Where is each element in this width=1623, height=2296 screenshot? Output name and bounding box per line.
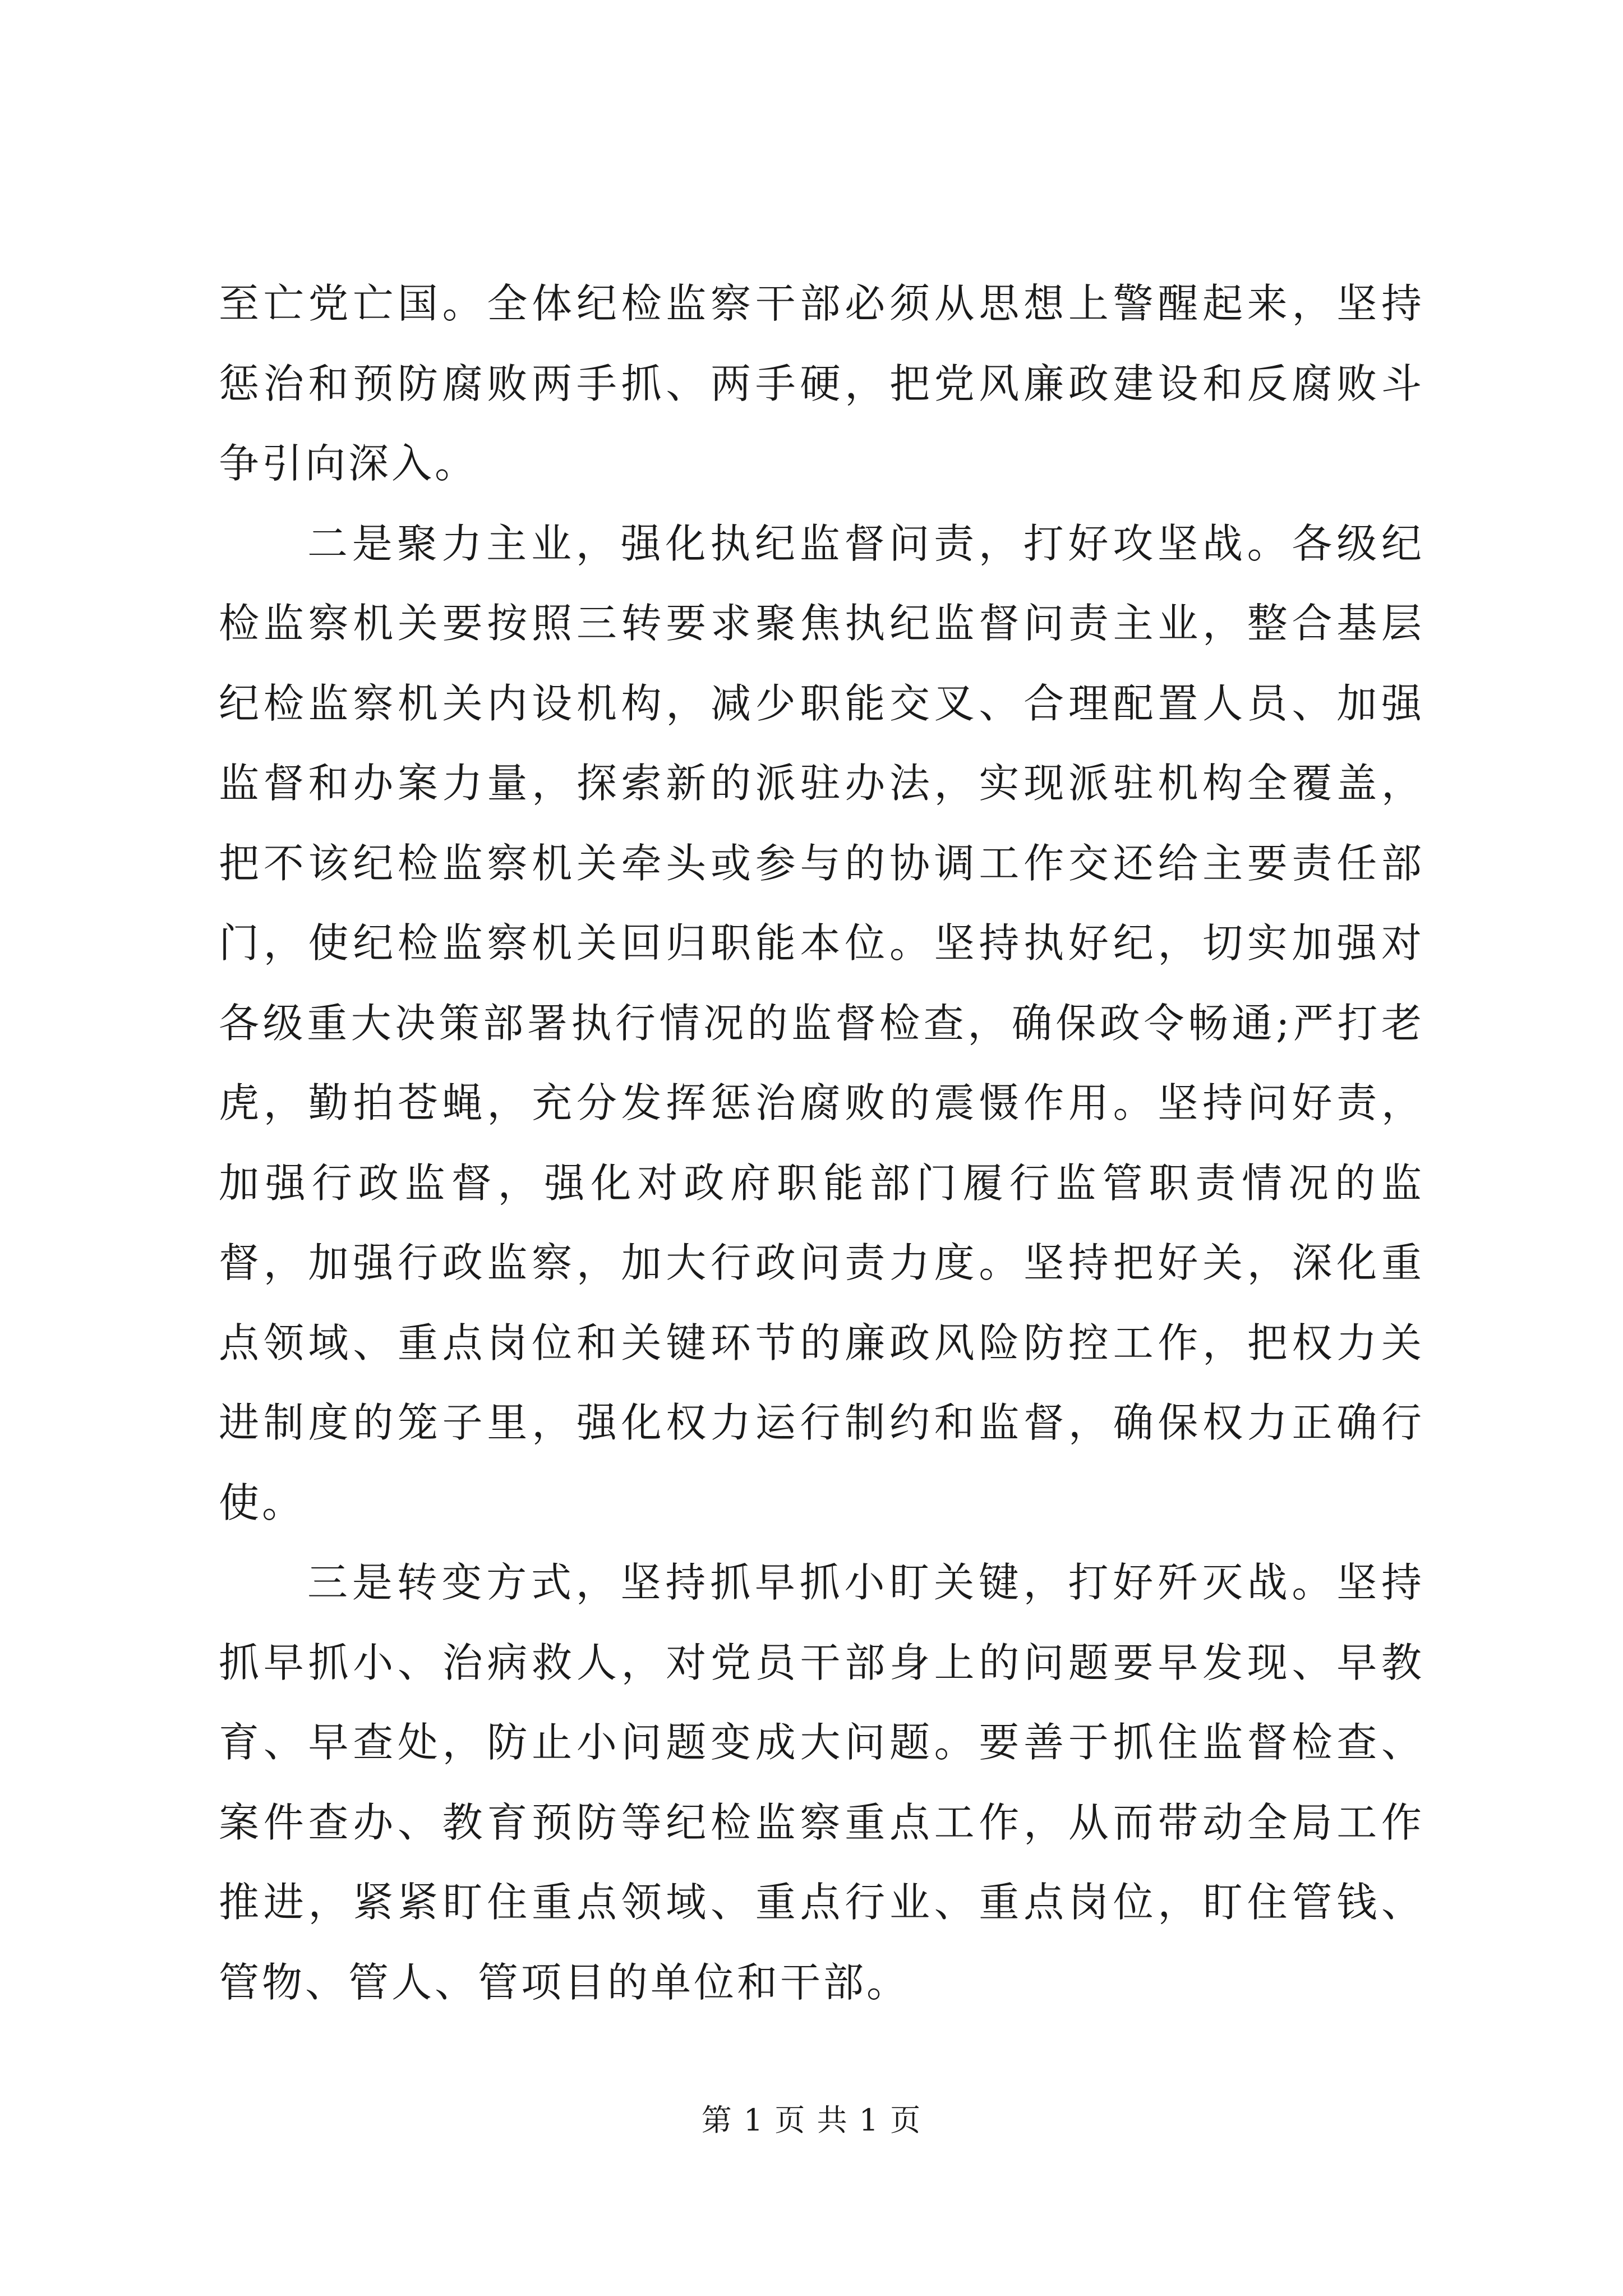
paragraph-point-three: 三是转变方式，坚持抓早抓小盯关键，打好歼灭战。坚持抓早抓小、治病救人，对党员干部身上的问题要早发现、早教育、早查处，防止小问题变成大问题。要善于抓住监督检查、案件查办、教育预防等纪检监察重点工作，从而带动全局工作推进，紧紧盯住重点领域、重点行业、重点岗位，盯住管钱、管物、管人、管项目的单位和干部。 — [219, 1559, 1424, 2006]
document-body — [219, 264, 1424, 2022]
page-footer: 第 1 页 共 1 页 — [701, 2102, 922, 2138]
paragraph-point-two: 二是聚力主业，强化执纪监督问责，打好攻坚战。各级纪检监察机关要按照三转要求聚焦执纪监督问责主业，整合基层纪检监察机关内设机构，减少职能交叉、合理配置人员、加强监督和办案力量，探索新的派驻办法，实现派驻机构全覆盖，把不该纪检监察机关牵头或参与的协调工作交还给主要责任部门，使纪检监察机关回归职能本位。坚持执好纪，切实加强对各级重大决策部署执行情况的监督检查，确保政令畅通;严打老虎，勤拍苍蝇，充分发挥惩治腐败的震慑作用。坚持问好责，加强行政监督，强化对政府职能部门履行监管职责情况的监督，加强行政监察，加大行政问责力度。坚持把好关，深化重点领域、重点岗位和关键环节的廉政风险防控工作，把权力关进制度的笼子里，强化权力运行制约和监督，确保权力正确行使。 — [219, 519, 1424, 1526]
paragraph-continuation: 至亡党亡国。全体纪检监察干部必须从思想上警醒起来，坚持惩治和预防腐败两手抓、两手硬，把党风廉政建设和反腐败斗争引向深入。 — [219, 280, 1424, 487]
